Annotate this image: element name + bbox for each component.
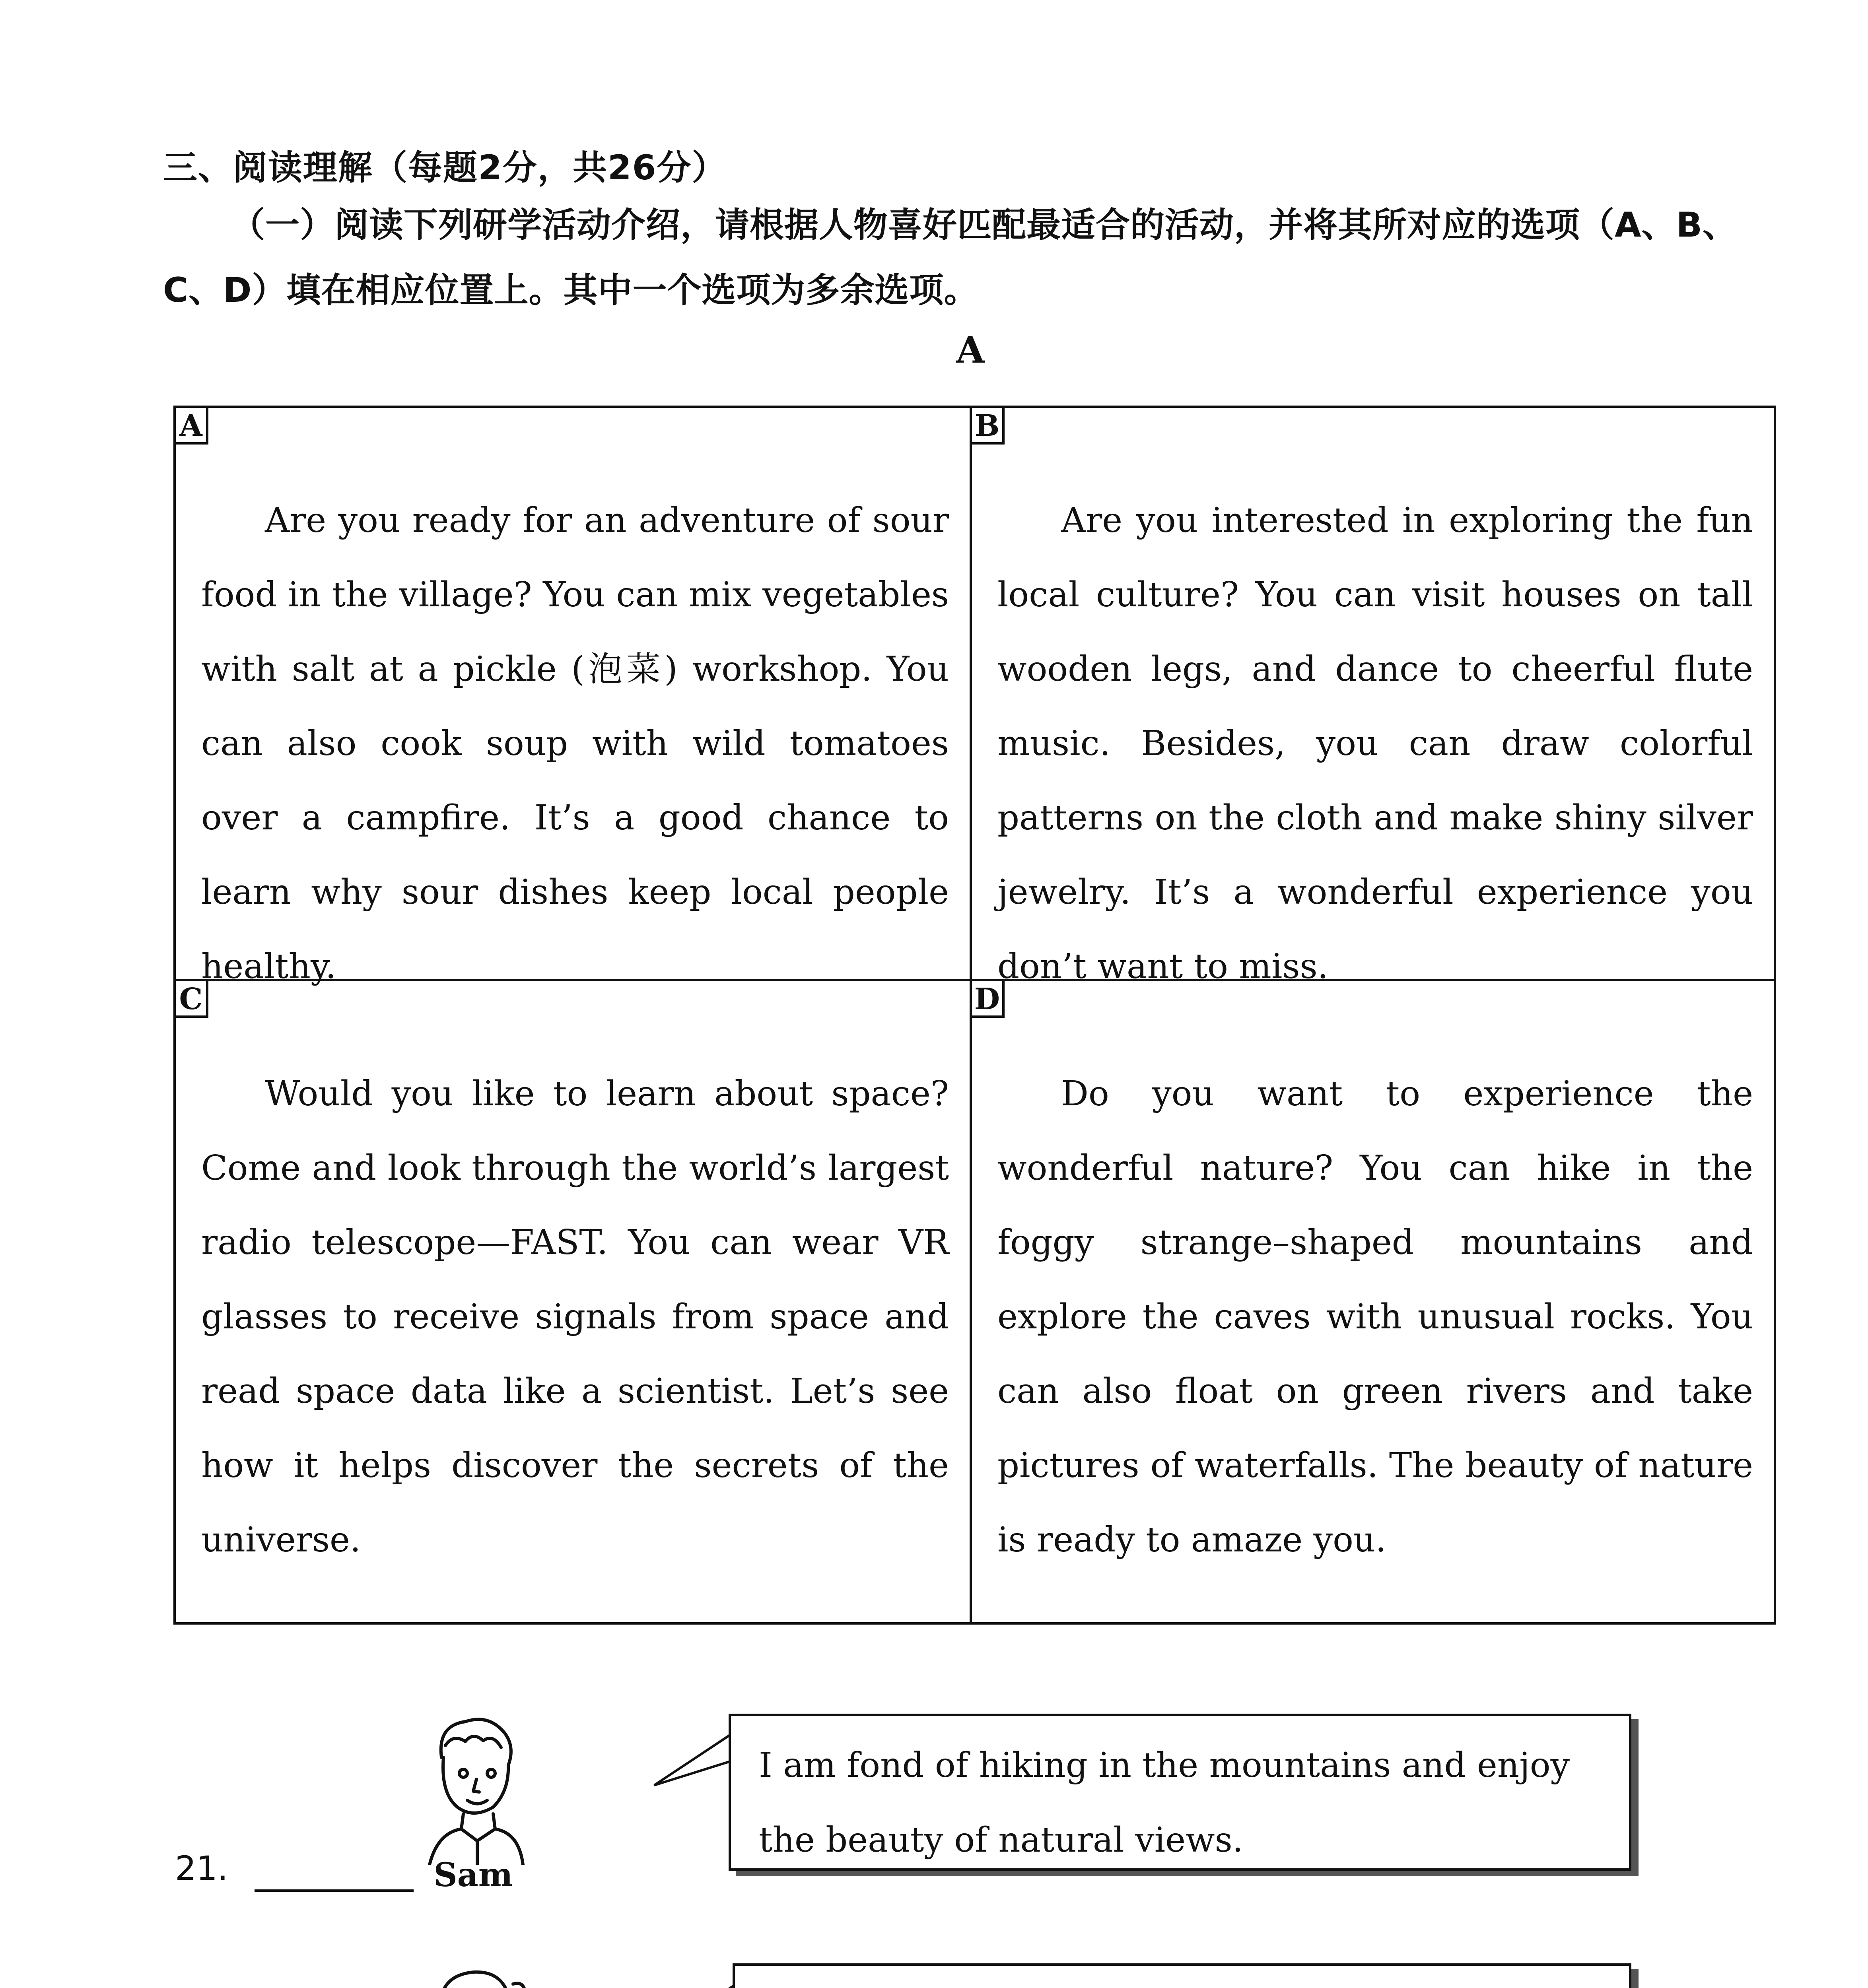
option-d-text: Do you want to experience the wonderful nature? You can hike in the foggy strange–shaped mountains and explore the caves with unusual rocks. You can also float on green rivers and take pictures of waterfalls. The beauty of nature is ready to amaze you.	[997, 1074, 1753, 1560]
question-21-speech-text: I am fond of hiking in the mountains and enjoy the beauty of natural views.	[759, 1745, 1570, 1860]
option-c-tag: C	[176, 981, 208, 1018]
option-b-cell	[972, 408, 1774, 986]
section-instruction: （一）阅读下列研学活动介绍，请根据人物喜好匹配最适合的活动，并将其所对应的选项（A、B、C、D）填在相应位置上。其中一个选项为多余选项。	[163, 205, 1738, 310]
question-21-speech-bubble	[729, 1714, 1631, 1871]
girl-alice-portrait-icon	[414, 1960, 533, 1988]
option-b-text: Are you interested in exploring the fun local culture? You can visit houses on tall wooden legs, and dance to cheerful flute music. Besides, you can draw colorful patterns on the cloth and make shiny silver jewelry. It’s a wonderful experience you don’t want to miss.	[997, 501, 1753, 986]
section-heading: 三、阅读理解（每题2分，共26分）	[163, 148, 727, 188]
question-22-speech-bubble	[733, 1963, 1631, 1988]
question-21-answer-blank[interactable]	[255, 1889, 414, 1892]
option-a-cell	[176, 408, 970, 986]
option-d-cell	[972, 981, 1774, 1622]
option-c-cell	[176, 981, 970, 1622]
question-21-person-name: Sam	[433, 1856, 513, 1894]
activity-options-table	[173, 406, 1776, 1625]
option-d-tag: D	[972, 981, 1005, 1018]
option-c-text: Would you like to learn about space? Come and look through the world’s largest radio telescope—FAST. You can wear VR glasses to receive signals from space and read space data like a scientist. Let’s see how it helps discover the secrets of the universe.	[201, 1074, 949, 1560]
option-b-tag: B	[972, 408, 1005, 445]
boy-sam-portrait-icon	[414, 1710, 533, 1865]
passage-label: A	[956, 328, 985, 371]
question-21-number: 21.	[175, 1849, 228, 1888]
option-a-text: Are you ready for an adventure of sour food in the village? You can mix vegetables with salt at a pickle (泡菜) workshop. You can also cook soup with wild tomatoes over a campfire. It’s a good chance to learn why sour dishes keep local people healthy.	[201, 501, 949, 986]
option-a-tag: A	[176, 408, 208, 445]
